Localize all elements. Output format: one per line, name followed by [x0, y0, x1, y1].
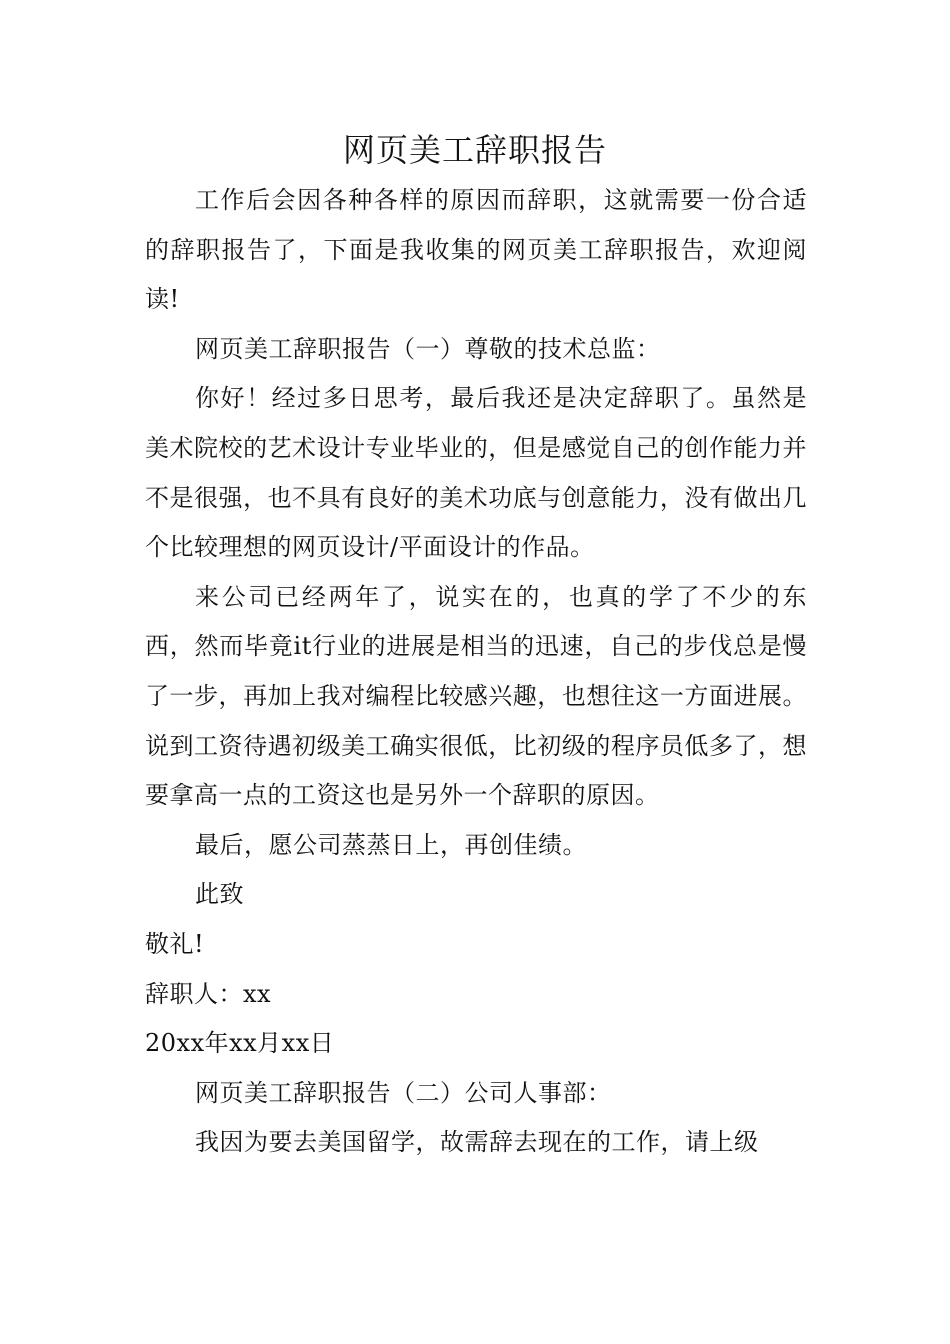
document-title: 网页美工辞职报告 [342, 131, 607, 169]
section-two-heading: 网页美工辞职报告（二）公司人事部： [195, 1078, 612, 1107]
document-body [145, 176, 807, 1168]
signer-line: 辞职人：xx [145, 979, 272, 1008]
letter-two-paragraph-1: 我因为要去美国留学，故需辞去现在的工作，请上级 [195, 1128, 759, 1157]
section-one-heading: 网页美工辞职报告（一）尊敬的技术总监： [195, 334, 661, 363]
closing-wish: 最后，愿公司蒸蒸日上，再创佳绩。 [195, 830, 587, 859]
letter-paragraph-2: 来公司已经两年了，说实在的，也真的学了不少的东西，然而毕竟it行业的进展是相当的迅速，自己的步伐总是慢了一步，再加上我对编程比较感兴趣，也想往这一方面进展。说到工资待遇初级美工确实很低，比初级的程序员低多了，想要拿高一点的工资这也是另外一个辞职的原因。 [145, 582, 807, 810]
letter-paragraph-1: 你好！经过多日思考，最后我还是决定辞职了。虽然是美术院校的艺术设计专业毕业的，但是感觉自己的创作能力并不是很强，也不具有良好的美术功底与创意能力，没有做出几个比较理想的网页设计/平面设计的作品。 [145, 384, 807, 562]
intro-paragraph: 工作后会因各种各样的原因而辞职，这就需要一份合适的辞职报告了，下面是我收集的网页美工辞职报告，欢迎阅读! [145, 186, 807, 314]
regards-line: 敬礼! [145, 929, 205, 958]
salutation-line: 此致 [195, 880, 244, 909]
date-line: 20xx年xx月xx日 [145, 1029, 335, 1058]
